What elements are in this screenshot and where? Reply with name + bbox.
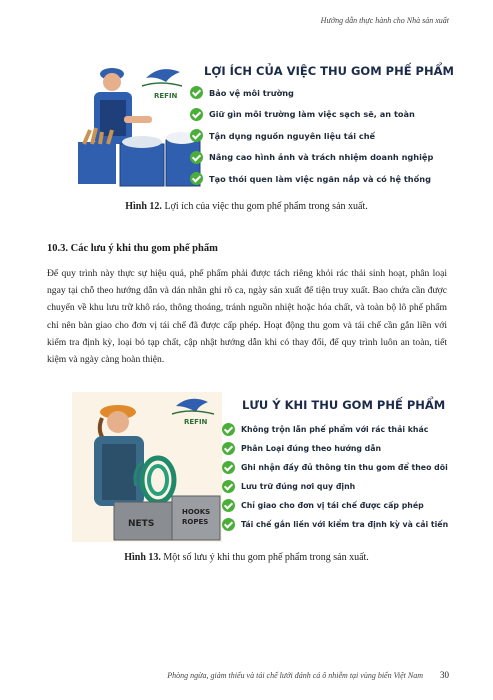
page-number: 30 xyxy=(440,670,449,680)
check-icon xyxy=(190,86,203,99)
list-item-label: Tạo thói quen làm việc ngăn nắp và có hệ thống xyxy=(209,173,431,184)
caption-text: Lợi ích của việc thu gom phế phẩm trong sản xuất. xyxy=(161,201,368,212)
caption-label: Hình 12. xyxy=(125,201,162,212)
list-item-label: Bảo vệ môi trường xyxy=(209,87,294,98)
check-icon xyxy=(190,172,203,185)
list-item xyxy=(222,439,448,458)
list-item-label: Ghi nhận đầy đủ thông tin thu gom để theo dõi xyxy=(241,463,448,472)
figure-precautions xyxy=(72,392,449,542)
check-icon xyxy=(222,480,235,493)
check-icon xyxy=(222,499,235,512)
list-item-label: Phân Loại đúng theo hướng dẫn xyxy=(241,444,382,453)
check-icon xyxy=(190,108,203,121)
bin-label-nets: NETS xyxy=(128,519,155,529)
figure-2-caption xyxy=(0,552,493,563)
list-item-label: Lưu trữ đúng nơi quy định xyxy=(241,482,356,491)
list-item-label: Chỉ giao cho đơn vị tái chế được cấp phép xyxy=(241,501,424,510)
refin-logo-2: REFIN xyxy=(184,418,208,426)
worker-with-nets-illustration xyxy=(72,392,222,542)
list-item xyxy=(190,82,433,104)
check-icon xyxy=(190,129,203,142)
list-item-label: Nâng cao hình ảnh và trách nhiệm doanh nghiệp xyxy=(209,152,434,163)
list-item-label: Tận dụng nguồn nguyên liệu tái chế xyxy=(209,130,376,141)
figure-1-caption xyxy=(0,201,493,212)
list-item xyxy=(190,168,433,190)
footer-text: Phòng ngừa, giảm thiểu và tái chế lưới đánh cá ô nhiễm tại vùng biển Việt Nam xyxy=(167,671,423,680)
list-item xyxy=(190,104,433,126)
list-item xyxy=(222,420,448,439)
caption-label: Hình 13. xyxy=(124,552,161,563)
figure-benefits xyxy=(72,56,454,190)
list-item-label: Không trộn lẫn phế phẩm với rác thải khác xyxy=(241,425,429,434)
caption-text: Một số lưu ý khi thu gom phế phẩm trong sản xuất. xyxy=(160,552,369,563)
figure-2-title: LƯU Ý KHI THU GOM PHẾ PHẨM xyxy=(242,398,446,412)
list-item xyxy=(222,477,448,496)
list-item xyxy=(222,458,448,477)
refin-logo-1: REFIN xyxy=(154,92,178,100)
bin-label-ropes: ROPES xyxy=(182,518,209,526)
section-heading: 10.3. Các lưu ý khi thu gom phế phẩm xyxy=(47,243,218,254)
list-item-label: Giữ gìn môi trường làm việc sạch sẽ, an toàn xyxy=(209,109,415,120)
check-icon xyxy=(222,461,235,474)
worker-sorting-illustration xyxy=(72,56,202,190)
list-item xyxy=(222,496,448,515)
precautions-list xyxy=(222,420,448,534)
check-icon xyxy=(222,442,235,455)
check-icon xyxy=(190,151,203,164)
figure-1-title: LỢI ÍCH CỦA VIỆC THU GOM PHẾ PHẨM xyxy=(204,64,454,78)
list-item-label: Tái chế gắn liền với kiểm tra định kỳ và cải tiến xyxy=(241,520,449,529)
benefits-list xyxy=(190,82,433,190)
body-paragraph: Để quy trình này thực sự hiệu quả, phế phẩm phải được tách riêng khỏi rác thải sinh hoạt, phân loại ngay tại chỗ theo hướng dẫn và dán nhãn ghi rõ ca, ngày sản xuất để tiện truy xuất. Bao chứa cần được chuyển về khu lưu trữ khô ráo, thông thoáng, tránh nguồn nhiệt hoặc hóa chất, và toàn bộ lô phế phẩm chỉ nên bàn giao cho đơn vị tái chế đã được cấp phép. Hoạt động thu gom và tái chế cần gắn liền với kiểm tra định kỳ, loại bỏ tạp chất, cập nhật hướng dẫn khi có thay đổi, để quy trình luôn an toàn, tiết kiệm và ngày càng hoàn thiện. xyxy=(47,268,447,366)
check-icon xyxy=(222,423,235,436)
list-item xyxy=(190,147,433,169)
check-icon xyxy=(222,518,235,531)
bin-label-hooks: HOOKS xyxy=(182,508,211,516)
running-header: Hướng dẫn thực hành cho Nhà sản xuất xyxy=(320,16,449,25)
list-item xyxy=(222,515,448,534)
list-item xyxy=(190,125,433,147)
